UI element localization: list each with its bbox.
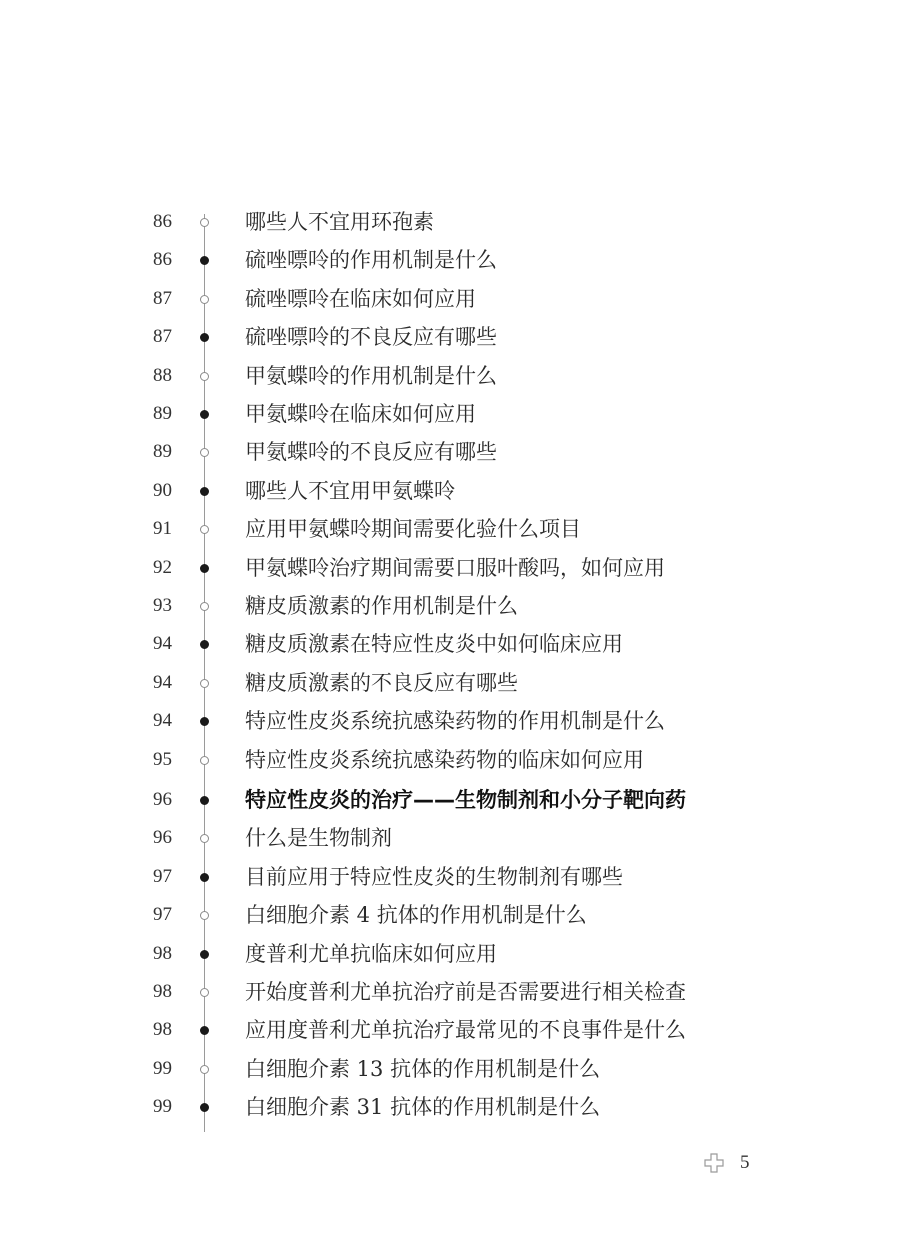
- toc-entry[interactable]: [0, 203, 900, 241]
- toc-page-number: 89: [153, 441, 172, 462]
- toc-page-number: 96: [153, 827, 172, 848]
- toc-entry[interactable]: [0, 241, 900, 279]
- toc-entry-title: 糖皮质激素的作用机制是什么: [245, 594, 518, 618]
- toc-entry[interactable]: [0, 395, 900, 433]
- toc-entry-title: 度普利尤单抗临床如何应用: [245, 942, 497, 966]
- filled-dot-icon: [200, 564, 209, 573]
- toc-page-number: 94: [153, 633, 172, 654]
- filled-dot-icon: [200, 256, 209, 265]
- toc-entry-title: 硫唑嘌呤的作用机制是什么: [245, 248, 497, 272]
- toc-entry-title: 特应性皮炎系统抗感染药物的临床如何应用: [245, 748, 644, 772]
- filled-dot-icon: [200, 950, 209, 959]
- toc-page-number: 97: [153, 866, 172, 887]
- toc-page-number: 94: [153, 710, 172, 731]
- toc-entry[interactable]: [0, 318, 900, 356]
- filled-dot-icon: [200, 487, 209, 496]
- open-dot-icon: [200, 218, 209, 227]
- toc-entry-title: 哪些人不宜用甲氨蝶呤: [245, 479, 455, 503]
- toc-page-number: 92: [153, 557, 172, 578]
- filled-dot-icon: [200, 796, 209, 805]
- toc-entry-title: 甲氨蝶呤治疗期间需要口服叶酸吗，如何应用: [245, 556, 665, 580]
- toc-entry[interactable]: [0, 664, 900, 702]
- filled-dot-icon: [200, 1103, 209, 1112]
- toc-entry-title: 糖皮质激素的不良反应有哪些: [245, 671, 518, 695]
- toc-page-number: 89: [153, 403, 172, 424]
- toc-entry-title: 硫唑嘌呤的不良反应有哪些: [245, 325, 497, 349]
- open-dot-icon: [200, 988, 209, 997]
- toc-entry[interactable]: [0, 1050, 900, 1088]
- toc-entry[interactable]: [0, 858, 900, 896]
- toc-page-number: 94: [153, 672, 172, 693]
- toc-entry-title: 开始度普利尤单抗治疗前是否需要进行相关检查: [245, 980, 686, 1004]
- toc-entry[interactable]: [0, 280, 900, 318]
- filled-dot-icon: [200, 873, 209, 882]
- toc-page-number: 95: [153, 749, 172, 770]
- toc-entry[interactable]: [0, 625, 900, 663]
- toc-entry[interactable]: [0, 472, 900, 510]
- toc-entry[interactable]: [0, 973, 900, 1011]
- toc-entry-title: 白细胞介素 4 抗体的作用机制是什么: [245, 903, 587, 927]
- toc-page-number: 86: [153, 249, 172, 270]
- toc-entry[interactable]: [0, 702, 900, 740]
- toc-entry-title: 甲氨蝶呤在临床如何应用: [245, 402, 476, 426]
- toc-entry-title: 什么是生物制剂: [245, 826, 392, 850]
- open-dot-icon: [200, 834, 209, 843]
- toc-entry-title: 特应性皮炎系统抗感染药物的作用机制是什么: [245, 709, 665, 733]
- toc-entry[interactable]: [0, 510, 900, 548]
- filled-dot-icon: [200, 1026, 209, 1035]
- open-dot-icon: [200, 679, 209, 688]
- toc-page-number: 98: [153, 943, 172, 964]
- toc-entry-title: 应用甲氨蝶呤期间需要化验什么项目: [245, 517, 581, 541]
- toc-entry[interactable]: [0, 1088, 900, 1126]
- toc-entry[interactable]: [0, 781, 900, 819]
- open-dot-icon: [200, 448, 209, 457]
- toc-entry[interactable]: [0, 587, 900, 625]
- toc-page-number: 97: [153, 904, 172, 925]
- cross-outline-icon: [704, 1153, 724, 1173]
- filled-dot-icon: [200, 640, 209, 649]
- toc-entry-title: 甲氨蝶呤的作用机制是什么: [245, 364, 497, 388]
- toc-entry-title: 目前应用于特应性皮炎的生物制剂有哪些: [245, 865, 623, 889]
- toc-page-number: 87: [153, 288, 172, 309]
- toc-page-number: 86: [153, 211, 172, 232]
- toc-page-number: 99: [153, 1058, 172, 1079]
- toc-page-number: 88: [153, 365, 172, 386]
- toc-entry[interactable]: [0, 896, 900, 934]
- toc-entry[interactable]: [0, 935, 900, 973]
- toc-entry[interactable]: [0, 819, 900, 857]
- toc-entry-title: 白细胞介素 31 抗体的作用机制是什么: [245, 1095, 601, 1119]
- filled-dot-icon: [200, 333, 209, 342]
- filled-dot-icon: [200, 410, 209, 419]
- toc-entry-title: 甲氨蝶呤的不良反应有哪些: [245, 440, 497, 464]
- toc-page-number: 98: [153, 1019, 172, 1040]
- filled-dot-icon: [200, 717, 209, 726]
- toc-page-number: 91: [153, 518, 172, 539]
- toc-page-number: 96: [153, 789, 172, 810]
- toc-entry[interactable]: [0, 741, 900, 779]
- toc-entry-title: 应用度普利尤单抗治疗最常见的不良事件是什么: [245, 1018, 686, 1042]
- open-dot-icon: [200, 525, 209, 534]
- toc-entry[interactable]: [0, 433, 900, 471]
- toc-page-number: 93: [153, 595, 172, 616]
- toc-page-number: 90: [153, 480, 172, 501]
- toc-entry[interactable]: [0, 549, 900, 587]
- open-dot-icon: [200, 602, 209, 611]
- toc-entry-title: 白细胞介素 13 抗体的作用机制是什么: [245, 1057, 601, 1081]
- open-dot-icon: [200, 295, 209, 304]
- toc-entry-title: 硫唑嘌呤在临床如何应用: [245, 287, 476, 311]
- page-number: 5: [740, 1152, 750, 1173]
- toc-section-heading: 特应性皮炎的治疗——生物制剂和小分子靶向药: [245, 788, 686, 812]
- toc-entry-title: 哪些人不宜用环孢素: [245, 210, 434, 234]
- toc-entry-title: 糖皮质激素在特应性皮炎中如何临床应用: [245, 632, 623, 656]
- open-dot-icon: [200, 1065, 209, 1074]
- open-dot-icon: [200, 372, 209, 381]
- toc-page-number: 99: [153, 1096, 172, 1117]
- open-dot-icon: [200, 756, 209, 765]
- open-dot-icon: [200, 911, 209, 920]
- toc-entry[interactable]: [0, 1011, 900, 1049]
- toc-page-number: 87: [153, 326, 172, 347]
- toc-entry[interactable]: [0, 357, 900, 395]
- toc-page-number: 98: [153, 981, 172, 1002]
